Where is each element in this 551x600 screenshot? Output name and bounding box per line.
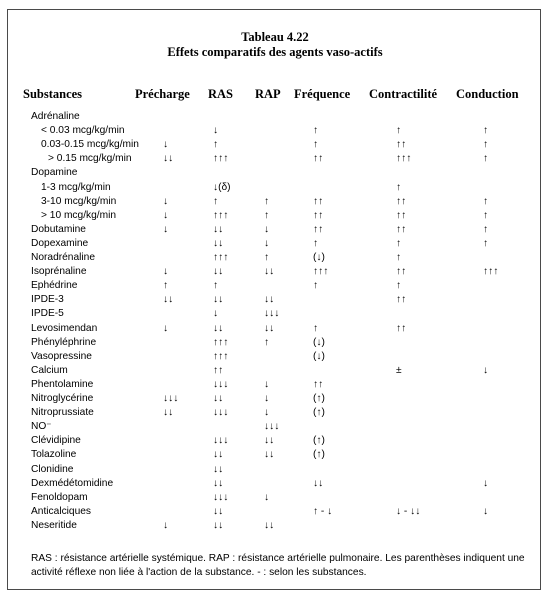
- ras-cell: ↑↑↑: [213, 252, 229, 263]
- table-row: [8, 195, 542, 209]
- rap-cell: ↑: [264, 195, 270, 207]
- ras-cell: ↑↑↑: [213, 153, 229, 165]
- precharge-cell: ↓: [163, 266, 169, 278]
- precharge-cell: ↓↓: [163, 294, 174, 306]
- substance-name: Neseritide: [31, 519, 77, 531]
- substance-name: 3-10 mcg/kg/min: [41, 195, 117, 207]
- rap-cell: ↓↓: [264, 519, 275, 531]
- contractilite-cell: ↑: [396, 280, 402, 292]
- contractilite-cell: ↑: [396, 125, 402, 137]
- frequence-cell: (↑): [313, 449, 325, 461]
- substance-name: IPDE-3: [31, 294, 64, 306]
- frequence-cell: ↑: [313, 125, 319, 137]
- table-title: Effets comparatifs des agents vaso-actifs: [167, 45, 383, 59]
- substance-name: 1-3 mcg/kg/min: [41, 181, 111, 193]
- frequence-cell: ↑: [313, 322, 319, 334]
- table-row: [8, 491, 542, 505]
- header-substances: Substances: [23, 87, 83, 101]
- ras-cell: ↑: [213, 139, 219, 151]
- frequence-cell: (↑): [313, 407, 325, 419]
- table-row: [8, 350, 542, 364]
- ras-cell: ↓(δ): [213, 181, 231, 193]
- table-row: [8, 124, 542, 138]
- table-row: [8, 378, 542, 392]
- table-row: [8, 448, 542, 462]
- contractilite-cell: ↑: [396, 252, 402, 263]
- table-row: [8, 420, 542, 434]
- substance-name: Noradrénaline: [31, 252, 95, 263]
- ras-cell: ↓↓↓: [213, 435, 229, 447]
- precharge-cell: ↓: [163, 139, 169, 151]
- ras-cell: ↑: [213, 280, 219, 292]
- substance-name: Adrénaline: [31, 111, 80, 122]
- ras-cell: ↓↓↓: [213, 491, 229, 503]
- rap-cell: ↓↓: [264, 449, 275, 461]
- table-row: [8, 237, 542, 251]
- frequence-cell: (↓): [313, 336, 325, 348]
- table-row: [8, 364, 542, 378]
- ras-cell: ↓↓: [213, 393, 224, 404]
- header-contractilite: Contractilité: [369, 87, 438, 101]
- precharge-cell: ↓↓↓: [163, 393, 179, 404]
- ras-cell: ↓↓: [213, 237, 224, 249]
- contractilite-cell: ±: [396, 364, 402, 376]
- header-conduction: Conduction: [456, 87, 519, 101]
- frequence-cell: ↑↑: [313, 195, 324, 207]
- precharge-cell: ↓: [163, 322, 169, 334]
- rap-cell: ↑: [264, 209, 270, 221]
- conduction-cell: ↑↑↑: [483, 266, 499, 278]
- frequence-cell: ↑: [313, 237, 319, 249]
- rap-cell: ↓↓: [264, 294, 275, 306]
- rap-cell: ↓: [264, 407, 270, 419]
- conduction-cell: ↑: [483, 139, 489, 151]
- table-row: [8, 166, 542, 180]
- precharge-cell: ↓↓: [163, 153, 174, 165]
- table-row: [8, 392, 542, 406]
- ras-cell: ↑: [213, 195, 219, 207]
- substance-name: > 0.15 mcg/kg/min: [48, 153, 132, 165]
- substance-name: > 10 mcg/kg/min: [41, 209, 117, 221]
- conduction-cell: ↑: [483, 153, 489, 165]
- table-row: [8, 505, 542, 519]
- ras-cell: ↑↑↑: [213, 336, 229, 348]
- ras-cell: ↓↓↓: [213, 378, 229, 390]
- precharge-cell: ↓: [163, 519, 169, 531]
- frequence-cell: ↑↑: [313, 223, 324, 235]
- conduction-cell: ↓: [483, 477, 489, 489]
- substance-name: Dopexamine: [31, 237, 89, 249]
- frequence-cell: ↑↑: [313, 209, 324, 221]
- table-row: [8, 279, 542, 293]
- ras-cell: ↓↓: [213, 519, 224, 531]
- conduction-cell: ↓: [483, 505, 489, 517]
- precharge-cell: ↓: [163, 195, 169, 207]
- substance-name: Phényléphrine: [31, 336, 97, 348]
- substance-name: Phentolamine: [31, 378, 94, 390]
- ras-cell: ↑↑↑: [213, 209, 229, 221]
- rap-cell: ↑: [264, 336, 270, 348]
- substance-name: Tolazoline: [31, 449, 77, 461]
- contractilite-cell: ↑↑: [396, 223, 407, 235]
- substance-name: Vasopressine: [31, 350, 92, 362]
- contractilite-cell: ↑↑: [396, 209, 407, 221]
- table-row: [8, 322, 542, 336]
- conduction-cell: ↑: [483, 125, 489, 137]
- ras-cell: ↓↓: [213, 294, 224, 306]
- substance-name: Dexmédétomidine: [31, 477, 114, 489]
- table-row: [8, 406, 542, 420]
- ras-cell: ↓↓: [213, 223, 224, 235]
- table-row: [8, 434, 542, 448]
- rap-cell: ↓: [264, 393, 270, 404]
- substance-name: Nitroprussiate: [31, 407, 94, 419]
- frequence-cell: ↑↑: [313, 153, 324, 165]
- conduction-cell: ↓: [483, 364, 489, 376]
- frequence-cell: ↑↑↑: [313, 266, 329, 278]
- ras-cell: ↓↓: [213, 505, 224, 517]
- table-row: [8, 463, 542, 477]
- rap-cell: ↓: [264, 223, 270, 235]
- precharge-cell: ↓↓: [163, 407, 174, 419]
- substance-name: Dopamine: [31, 167, 78, 179]
- frequence-cell: ↑↑: [313, 378, 324, 390]
- header-rap: RAP: [255, 87, 281, 101]
- rap-cell: ↓↓↓: [264, 308, 280, 320]
- table-row: [8, 152, 542, 166]
- substance-name: IPDE-5: [31, 308, 64, 320]
- header-precharge: Précharge: [135, 87, 190, 101]
- substance-name: Anticalciques: [31, 505, 92, 517]
- table-row: [8, 265, 542, 279]
- ras-cell: ↓↓↓: [213, 407, 229, 419]
- precharge-cell: ↑: [163, 280, 169, 292]
- table-row: [8, 209, 542, 223]
- ras-cell: ↓: [213, 125, 219, 137]
- frequence-cell: (↑): [313, 435, 325, 447]
- ras-cell: ↑↑: [213, 364, 224, 376]
- precharge-cell: ↓: [163, 223, 169, 235]
- substance-name: Ephédrine: [31, 280, 78, 292]
- contractilite-cell: ↑: [396, 181, 402, 193]
- conduction-cell: ↑: [483, 195, 489, 207]
- substance-name: NO⁻: [31, 421, 52, 433]
- contractilite-cell: ↑↑: [396, 294, 407, 306]
- ras-cell: ↓: [213, 308, 219, 320]
- table-row: [8, 477, 542, 491]
- table-footnote: RAS : résistance artérielle systémique. RAP : résistance artérielle pulmonaire. Les parenthèses indiquent une activité réflexe non liée à l'action de la substance. - : selon les substances.: [31, 553, 525, 578]
- substance-name: Isoprénaline: [31, 266, 87, 278]
- rap-cell: ↓↓: [264, 435, 275, 447]
- rap-cell: ↓↓: [264, 322, 275, 334]
- header-frequence: Fréquence: [294, 87, 351, 101]
- frequence-cell: (↑): [313, 393, 325, 404]
- ras-cell: ↓↓: [213, 477, 224, 489]
- conduction-cell: ↑: [483, 209, 489, 221]
- substance-name: 0.03-0.15 mcg/kg/min: [41, 139, 139, 151]
- contractilite-cell: ↑↑: [396, 139, 407, 151]
- rap-cell: ↓↓↓: [264, 421, 280, 433]
- frequence-cell: (↓): [313, 350, 325, 362]
- table-number: Tableau 4.22: [241, 30, 309, 44]
- table-body: [8, 10, 542, 570]
- table-row: [8, 138, 542, 152]
- contractilite-cell: ↓ - ↓↓: [396, 505, 421, 517]
- rap-cell: ↑: [264, 252, 270, 263]
- contractilite-cell: ↑↑: [396, 322, 407, 334]
- rap-cell: ↓: [264, 237, 270, 249]
- header-ras: RAS: [208, 87, 234, 101]
- table-row: [8, 181, 542, 195]
- precharge-cell: ↓: [163, 209, 169, 221]
- substance-name: Calcium: [31, 364, 68, 376]
- frequence-cell: ↓↓: [313, 477, 324, 489]
- table-row: [8, 293, 542, 307]
- table-row: [8, 336, 542, 350]
- ras-cell: ↓↓: [213, 463, 224, 475]
- substance-name: Fenoldopam: [31, 491, 88, 503]
- rap-cell: ↓↓: [264, 266, 275, 278]
- table-row: [8, 110, 542, 124]
- substance-name: Clévidipine: [31, 435, 81, 447]
- ras-cell: ↓↓: [213, 266, 224, 278]
- table-row: [8, 251, 542, 265]
- frequence-cell: (↓): [313, 252, 325, 263]
- contractilite-cell: ↑↑↑: [396, 153, 412, 165]
- frequence-cell: ↑: [313, 280, 319, 292]
- frequence-cell: ↑: [313, 139, 319, 151]
- ras-cell: ↓↓: [213, 322, 224, 334]
- ras-cell: ↓↓: [213, 449, 224, 461]
- substance-name: < 0.03 mcg/kg/min: [41, 125, 125, 137]
- frequence-cell: ↑ - ↓: [313, 505, 333, 517]
- substance-name: Levosimendan: [31, 322, 98, 334]
- table-row: [8, 307, 542, 321]
- substance-name: Clonidine: [31, 463, 74, 475]
- conduction-cell: ↑: [483, 237, 489, 249]
- substance-name: Nitroglycérine: [31, 393, 94, 404]
- contractilite-cell: ↑: [396, 237, 402, 249]
- table-row: [8, 223, 542, 237]
- substance-name: Dobutamine: [31, 223, 86, 235]
- table-row: [8, 519, 542, 533]
- conduction-cell: ↑: [483, 223, 489, 235]
- table-page: [7, 9, 541, 590]
- rap-cell: ↓: [264, 378, 270, 390]
- contractilite-cell: ↑↑: [396, 266, 407, 278]
- ras-cell: ↑↑↑: [213, 350, 229, 362]
- contractilite-cell: ↑↑: [396, 195, 407, 207]
- rap-cell: ↓: [264, 491, 270, 503]
